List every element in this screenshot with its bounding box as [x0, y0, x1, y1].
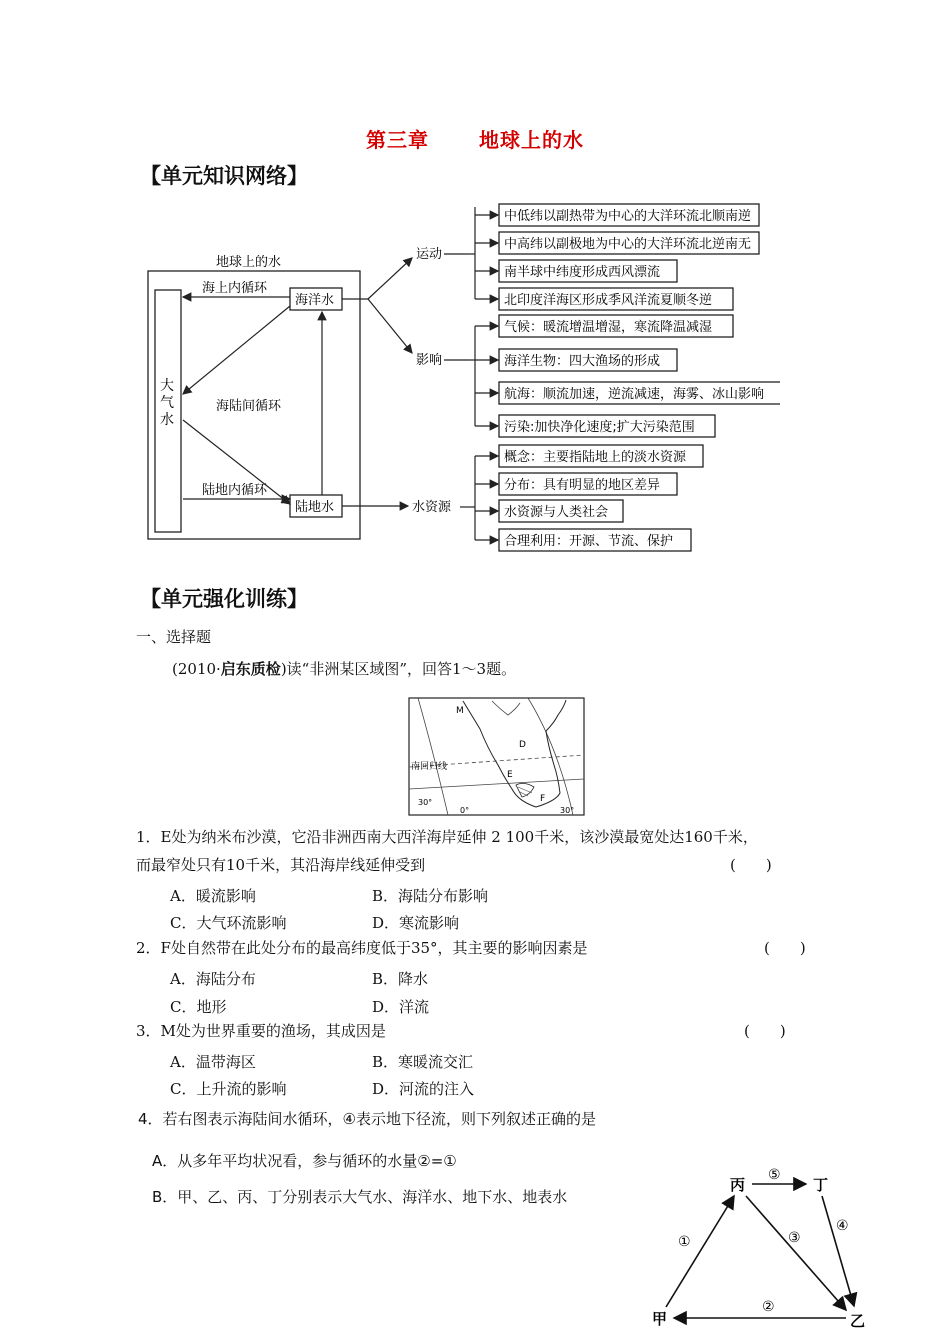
- atmosphere-char-3: 水: [160, 412, 174, 428]
- map-point-m: M: [456, 706, 464, 716]
- sea-cycle-label: 海上内循环: [202, 281, 268, 296]
- arrow-label-1: ①: [678, 1234, 691, 1250]
- q1-option-d[interactable]: D．寒流影响: [372, 914, 460, 932]
- box-title: 地球上的水: [216, 255, 282, 270]
- q2-line1: 2．F处自然带在此处分布的最高纬度低于35°，其主要的影响因素是: [136, 939, 588, 957]
- node-bing: 丙: [730, 1176, 746, 1194]
- land-cycle-label: 陆地内循环: [202, 483, 268, 498]
- land-water-label: 陆地水: [295, 500, 335, 515]
- branch-resource-label: 水资源: [412, 500, 452, 515]
- q3-option-c[interactable]: C．上升流的影响: [170, 1080, 287, 1098]
- atmosphere-char-2: 气: [160, 395, 174, 411]
- node-jia: 甲: [652, 1310, 668, 1328]
- question-intro: [172, 662, 516, 677]
- q1-answer-paren: ( ): [730, 856, 772, 874]
- water-cycle-diagram: [650, 1164, 880, 1339]
- resource-item-3: 水资源与人类社会: [504, 505, 609, 520]
- q2-option-d[interactable]: D．洋流: [372, 998, 430, 1016]
- map-lon-0: 0°: [460, 806, 470, 815]
- motion-item-1: 中低纬以副热带为中心的大洋环流北顺南逆: [504, 209, 752, 224]
- q2-option-c[interactable]: C．地形: [170, 998, 227, 1016]
- chapter-topic: 地球上的水: [479, 128, 584, 152]
- section-choice-label: 一、选择题: [136, 628, 212, 646]
- intro-text: )读“非洲某区域图”，回答1～3题。: [280, 660, 517, 678]
- arrow-label-4: ④: [836, 1218, 849, 1234]
- map-point-f: F: [540, 794, 546, 804]
- africa-region-map: [408, 697, 586, 817]
- motion-item-4: 北印度洋海区形成季风洋流夏顺冬逆: [504, 293, 713, 308]
- q2-option-b[interactable]: B．降水: [372, 970, 429, 988]
- ocean-water-label: 海洋水: [295, 293, 335, 308]
- sea-land-cycle-label: 海陆间循环: [216, 399, 282, 414]
- map-tropic-label: 南回归线: [411, 762, 448, 772]
- intro-source-bold: 启东质检: [220, 660, 281, 678]
- q3-option-d[interactable]: D．河流的注入: [372, 1080, 475, 1098]
- influence-item-2: 海洋生物：四大渔场的形成: [504, 354, 661, 369]
- q3-line1: 3．M处为世界重要的渔场，其成因是: [136, 1022, 386, 1040]
- q4-option-b[interactable]: B．甲、乙、丙、丁分别表示大气水、海洋水、地下水、地表水: [152, 1188, 568, 1206]
- arrow-label-2: ②: [762, 1299, 775, 1315]
- q3-option-a[interactable]: A．温带海区: [170, 1053, 256, 1071]
- map-point-e: E: [507, 770, 513, 780]
- branch-influence-label: 影响: [416, 353, 443, 368]
- motion-item-2: 中高纬以副极地为中心的大洋环流北逆南无: [504, 237, 752, 252]
- network-heading: 【单元知识网络】: [140, 164, 308, 188]
- chapter-label: 第三章: [366, 128, 429, 152]
- training-heading: 【单元强化训练】: [140, 587, 308, 611]
- resource-item-2: 分布：具有明显的地区差异: [504, 478, 661, 493]
- intro-source: (2010·: [172, 660, 221, 678]
- q1-option-a[interactable]: A．暖流影响: [170, 887, 256, 905]
- q1-option-b[interactable]: B．海陆分布影响: [372, 887, 489, 905]
- q4-option-a[interactable]: A．从多年平均状况看，参与循环的水量②=①: [152, 1152, 457, 1170]
- node-ding: 丁: [813, 1176, 829, 1194]
- q3-answer-paren: ( ): [744, 1022, 786, 1040]
- page-title: [0, 124, 950, 153]
- q3-option-b[interactable]: B．寒暖流交汇: [372, 1053, 474, 1071]
- atmosphere-char-1: 大: [160, 378, 174, 394]
- map-lon-30: 30°: [560, 806, 575, 815]
- resource-item-1: 概念：主要指陆地上的淡水资源: [504, 450, 687, 465]
- node-yi: 乙: [850, 1312, 866, 1330]
- arrow-label-5: ⑤: [768, 1167, 781, 1183]
- motion-item-3: 南半球中纬度形成西风漂流: [504, 265, 661, 280]
- influence-item-1: 气候：暖流增温增湿，寒流降温减湿: [504, 320, 713, 335]
- map-point-d: D: [519, 740, 526, 750]
- q4-line1: 4．若右图表示海陆间水循环，④表示地下径流，则下列叙述正确的是: [138, 1110, 596, 1128]
- influence-item-4: 污染:加快净化速度;扩大污染范围: [504, 420, 695, 435]
- q1-line1: 1．E处为纳米布沙漠，它沿非洲西南大西洋海岸延伸 2 100千米，该沙漠最宽处达160千米，: [136, 828, 758, 846]
- map-lat-30: 30°: [418, 798, 433, 807]
- q1-line2: 而最窄处只有10千米，其沿海岸线延伸受到: [136, 856, 426, 874]
- resource-item-4: 合理利用：开源、节流、保护: [504, 534, 674, 549]
- knowledge-network-diagram: [140, 198, 780, 560]
- q2-answer-paren: ( ): [764, 939, 806, 957]
- arrow-label-3: ③: [788, 1230, 801, 1246]
- q2-option-a[interactable]: A．海陆分布: [170, 970, 256, 988]
- branch-motion-label: 运动: [416, 247, 443, 262]
- influence-item-3: 航海：顺流加速，逆流减速，海雾、冰山影响: [504, 387, 765, 402]
- q1-option-c[interactable]: C．大气环流影响: [170, 914, 287, 932]
